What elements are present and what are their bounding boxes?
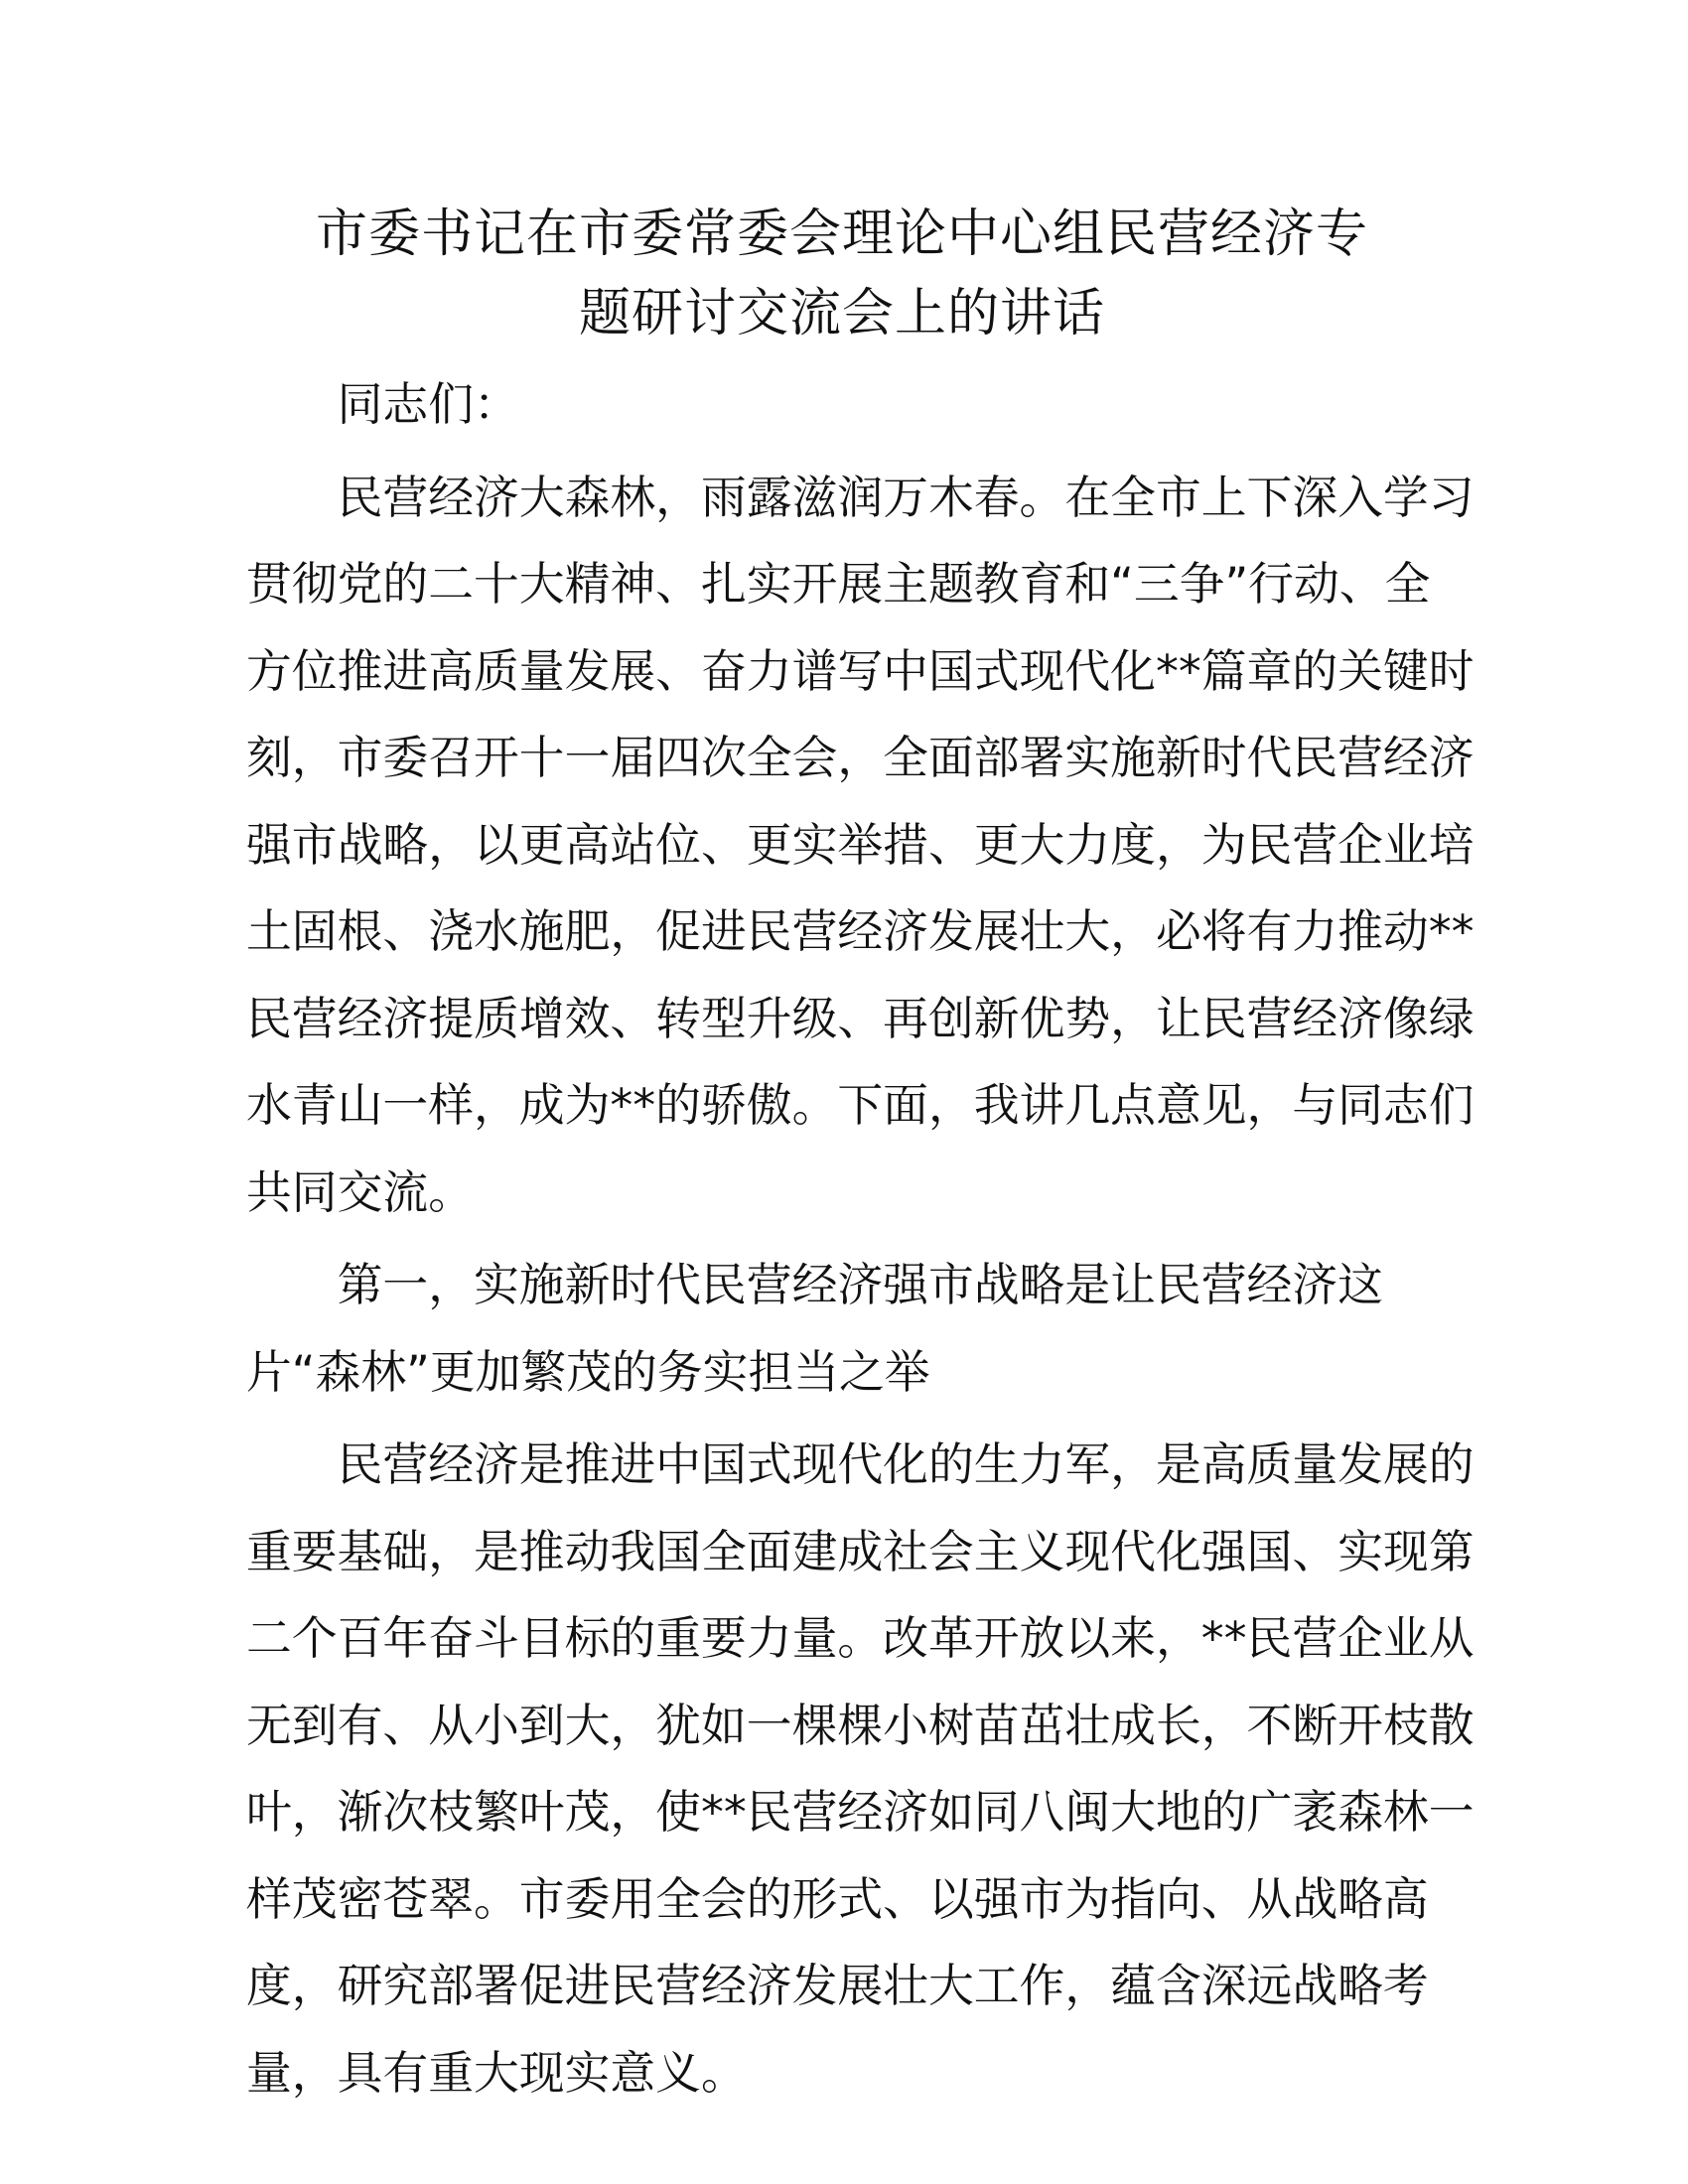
paragraph-2: [246, 1422, 1475, 2116]
paragraph-line: 样茂密苍翠。市委用全会的形式、以强市为指向、从战略高: [246, 1871, 1429, 1926]
paragraph-line: 刻，市委召开十一届四次全会，全面部署实施新时代民营经济: [246, 731, 1475, 784]
title-line-1: 市委书记在市委常委会理论中心组民营经济专: [315, 205, 1368, 264]
paragraph-line: 贯彻党的二十大精神、扎实开展主题教育和“三争”行动、全: [246, 557, 1431, 611]
paragraph-line: 水青山一样，成为**的骄傲。下面，我讲几点意见，与同志们: [246, 1078, 1475, 1132]
paragraph-line: 强市战略，以更高站位、更实举措、更大力度，为民营企业培: [246, 817, 1475, 872]
document-page: [246, 195, 1475, 2116]
paragraph-line: 量，具有重大现实意义。: [246, 2045, 747, 2100]
paragraph-line: 方位推进高质量发展、奋力谱写中国式现代化**篇章的关键时: [246, 643, 1475, 698]
title-line-2: 题研讨交流会上的讲话: [578, 284, 1105, 343]
section-heading-1: [246, 1242, 1438, 1416]
paragraph-line: 共同交流。: [246, 1164, 474, 1219]
paragraph-line: 重要基础，是推动我国全面建成社会主义现代化强国、实现第: [246, 1524, 1475, 1578]
salutation: [246, 361, 1438, 449]
heading-line: 第一，实施新时代民营经济强市战略是让民营经济这: [337, 1258, 1383, 1311]
paragraph-line: 民营经济是推进中国式现代化的生力军，是高质量发展的: [337, 1437, 1475, 1491]
paragraph-line: 度，研究部署促进民营经济发展壮大工作，蕴含深远战略考: [246, 1959, 1429, 2012]
salutation-text: 同志们：: [337, 377, 519, 431]
paragraph-line: 土固根、浇水施肥，促进民营经济发展壮大，必将有力推动**: [246, 904, 1475, 958]
paragraph-line: 叶，渐次枝繁叶茂，使**民营经济如同八闽大地的广袤森林一: [246, 1785, 1475, 1839]
paragraph-1: [246, 455, 1475, 1237]
paragraph-line: 无到有、从小到大，犹如一棵棵小树苗茁壮成长，不断开枝散: [246, 1698, 1475, 1752]
paragraph-line: 民营经济大森林，雨露滋润万木春。在全市上下深入学习: [337, 470, 1475, 524]
paragraph-line: 民营经济提质增效、转型升级、再创新优势，让民营经济像绿: [246, 991, 1475, 1045]
heading-line: 片“森林”更加繁茂的务实担当之举: [246, 1344, 930, 1399]
paragraph-line: 二个百年奋斗目标的重要力量。改革开放以来，**民营企业从: [246, 1611, 1475, 1665]
document-title: [246, 195, 1438, 353]
